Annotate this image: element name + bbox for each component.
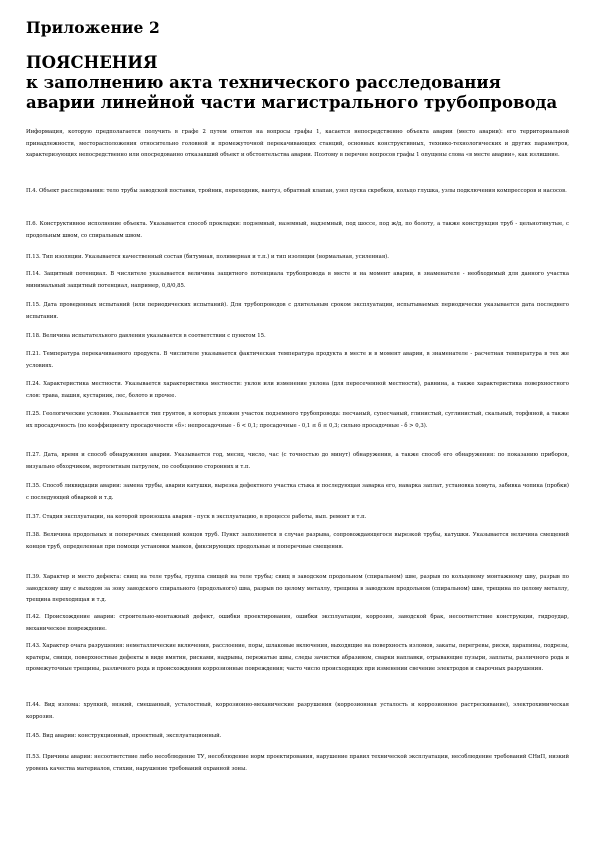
paragraph-p27: П.27. Дата, время и способ обнаружения аварии. Указывается год, месяц, число, час (с точностью до минут) обнаружения, а также способ его обнаружения: по показанию приборов, визуально обходчиком, вертолетным патрулем, по сообщению сторонних и т.п. [26, 452, 569, 470]
paragraph-intro: Информация, которую предполагается получить в графе 2 путем ответов на вопросы графы 1, касается непосредственно объекта аварии (место аварии): его территориальной принадлежности, месторасположения относительно головной и промежуточной перекачивающих станций, основных конструктивных, технико-технологических и других параметров, характеризующих непосредственно или опосредованно отказавший объект и обстоятельства аварии. Поэтому в перечне вопросов графы 1 опущены слова «в месте аварии», как излишние. [26, 129, 569, 158]
paragraph-p6: П.6. Конструктивное исполнение объекта. Указывается способ прокладки: подземный, наземный, надземный, под шоссе, под ж/д, по болоту, а также конструкция труб - цельнотянутые, с продольным швом, со спиральным швом. [26, 221, 569, 239]
paragraph-p14: П.14. Защитный потенциал. В числителе указывается величина защитного потенциала трубопровода в месте и на момент аварии, в знаменателе - необходимый для данного участка минимальный защитный потенциал, например, 0,8/0,85. [26, 271, 569, 289]
paragraph-p15: П.15. Дата проведенных испытаний (или периодических испытаний). Для трубопроводов с длительным сроком эксплуатации, испытываемых периодически указывается дата последнего испытания. [26, 302, 569, 320]
document-heading-line-3: аварии линейной части магистрального трубопровода [26, 93, 558, 112]
paragraph-p53: П.53. Причины аварии: несоответствие либо несоблюдение ТУ, несоблюдение норм проектирования, нарушение правил технической эксплуатации, несоблюдение требований СНиП, низкий уровень качества материалов, стихии, нарушение требований охранной зоны. [26, 754, 569, 772]
paragraph-p25: П.25. Геологические условия. Указывается тип грунтов, в которых уложен участок подземного трубопровода: песчаный, супесчаный, глинистый, суглинистый, скальный, торфяной, а также их просадочность (по коэффициенту просадочности «δ»: непросадочные - δ < 0,1; просадочные - 0,1 ≤ δ ≤ 0,3; сильно просадочные - δ > 0,3). [26, 411, 569, 429]
paragraph-p39: П.39. Характер и место дефекта: свищ на теле трубы, группа свищей на теле трубы; свищ в заводском продольном (спиральном) шве, разрыв по кольцевому монтажному шву, разрыв по заводскому шву с выходом за зону заводского спирального (продольного) шва, разрыв по целому металлу, трещина в заводском продольном (спиральном) шве, трещина по целому металлу, трещина переходящая и т.д. [26, 574, 569, 603]
appendix-title: Приложение 2 [26, 18, 160, 37]
paragraph-p35: П.35. Способ ликвидации аварии: замена трубы, аварии катушки, вырезка дефектного участка стыка и последующая заварка его, наварка заплат, установка хомута, забивка чопика (пробки) с последующей обваркой и т.д. [26, 483, 569, 501]
paragraph-p38: П.38. Величина продольных и поперечных смещений концов труб. Пункт заполняется в случае разрыва, сопровождающегося вырезкой трубы, катушки. Указывается величина смещений концов труб, определенная при помощи установки маяков, фиксирующих продольные и поперечные смещения. [26, 532, 569, 550]
paragraph-p45: П.45. Вид аварии: конструкционный, проектный, эксплуатационный. [26, 733, 222, 739]
document-heading-line-2: к заполнению акта технического расследования [26, 73, 501, 92]
paragraph-p44: П.44. Вид излома: хрупкий, вязкий, смешанный, усталостный, коррозионно-механические разрушения (коррозионная усталость и коррозионное растрескивание), электрохимическая коррозия. [26, 702, 569, 720]
document-heading-line-1: ПОЯСНЕНИЯ [26, 53, 158, 72]
paragraph-p13: П.13. Тип изоляции. Указывается качественный состав (битумная, полимерная и т.п.) и тип изоляции (нормальная, усиленная). [26, 254, 389, 260]
paragraph-p42: П.42. Происхождение аварии: строительно-монтажный дефект, ошибки проектирования, ошибки эксплуатации, коррозия, заводской брак, несоответствие конструкции, гидроудар, механическое повреждение. [26, 614, 569, 632]
paragraph-p4: П.4. Объект расследования: тело трубы заводской поставки, тройник, переходник, вантуз, обратный клапан, узел пуска скребков, кольцо глушка, узлы подключения компрессоров и насосов. [26, 188, 567, 194]
paragraph-p21: П.21. Температура перекачиваемого продукта. В числителе указывается фактическая температура продукта в месте и в момент аварии, в знаменателе - расчетная температура в тех же условиях. [26, 351, 569, 369]
paragraph-p43: П.43. Характер очага разрушения: неметаллические включения, расслоение, поры, шлаковые включения, выходящие на поверхность изломов, закаты, перегревы, риски, царапины, подрезы, кратеры, свищи, поверхностные дефекты в виде вмятин, рисками, надрывы, пережатые швы, следы зачистки абразивом, сварки наплавки, отрывающие пузыри, заплаты, различного рода и промежуточные трещины, различного рода и происхождения коррозионные повреждения; часто число происходящих при изменении свечение электродов и сварочных разрушения. [26, 643, 569, 672]
paragraph-p18: П.18. Величина испытательного давления указывается в соответствии с пунктом 15. [26, 333, 266, 339]
paragraph-p37: П.37. Стадия эксплуатации, на которой произошла авария - пуск в эксплуатацию, в процессе работы, вып. ремонт и т.п. [26, 514, 367, 520]
paragraph-p24: П.24. Характеристика местности. Указывается характеристика местности: уклон или изменение уклона (для пересеченной местности), равнина, а также характеристика поверхностного слоя: трава, пашня, кустарник, лес, болото и прочее. [26, 381, 569, 399]
